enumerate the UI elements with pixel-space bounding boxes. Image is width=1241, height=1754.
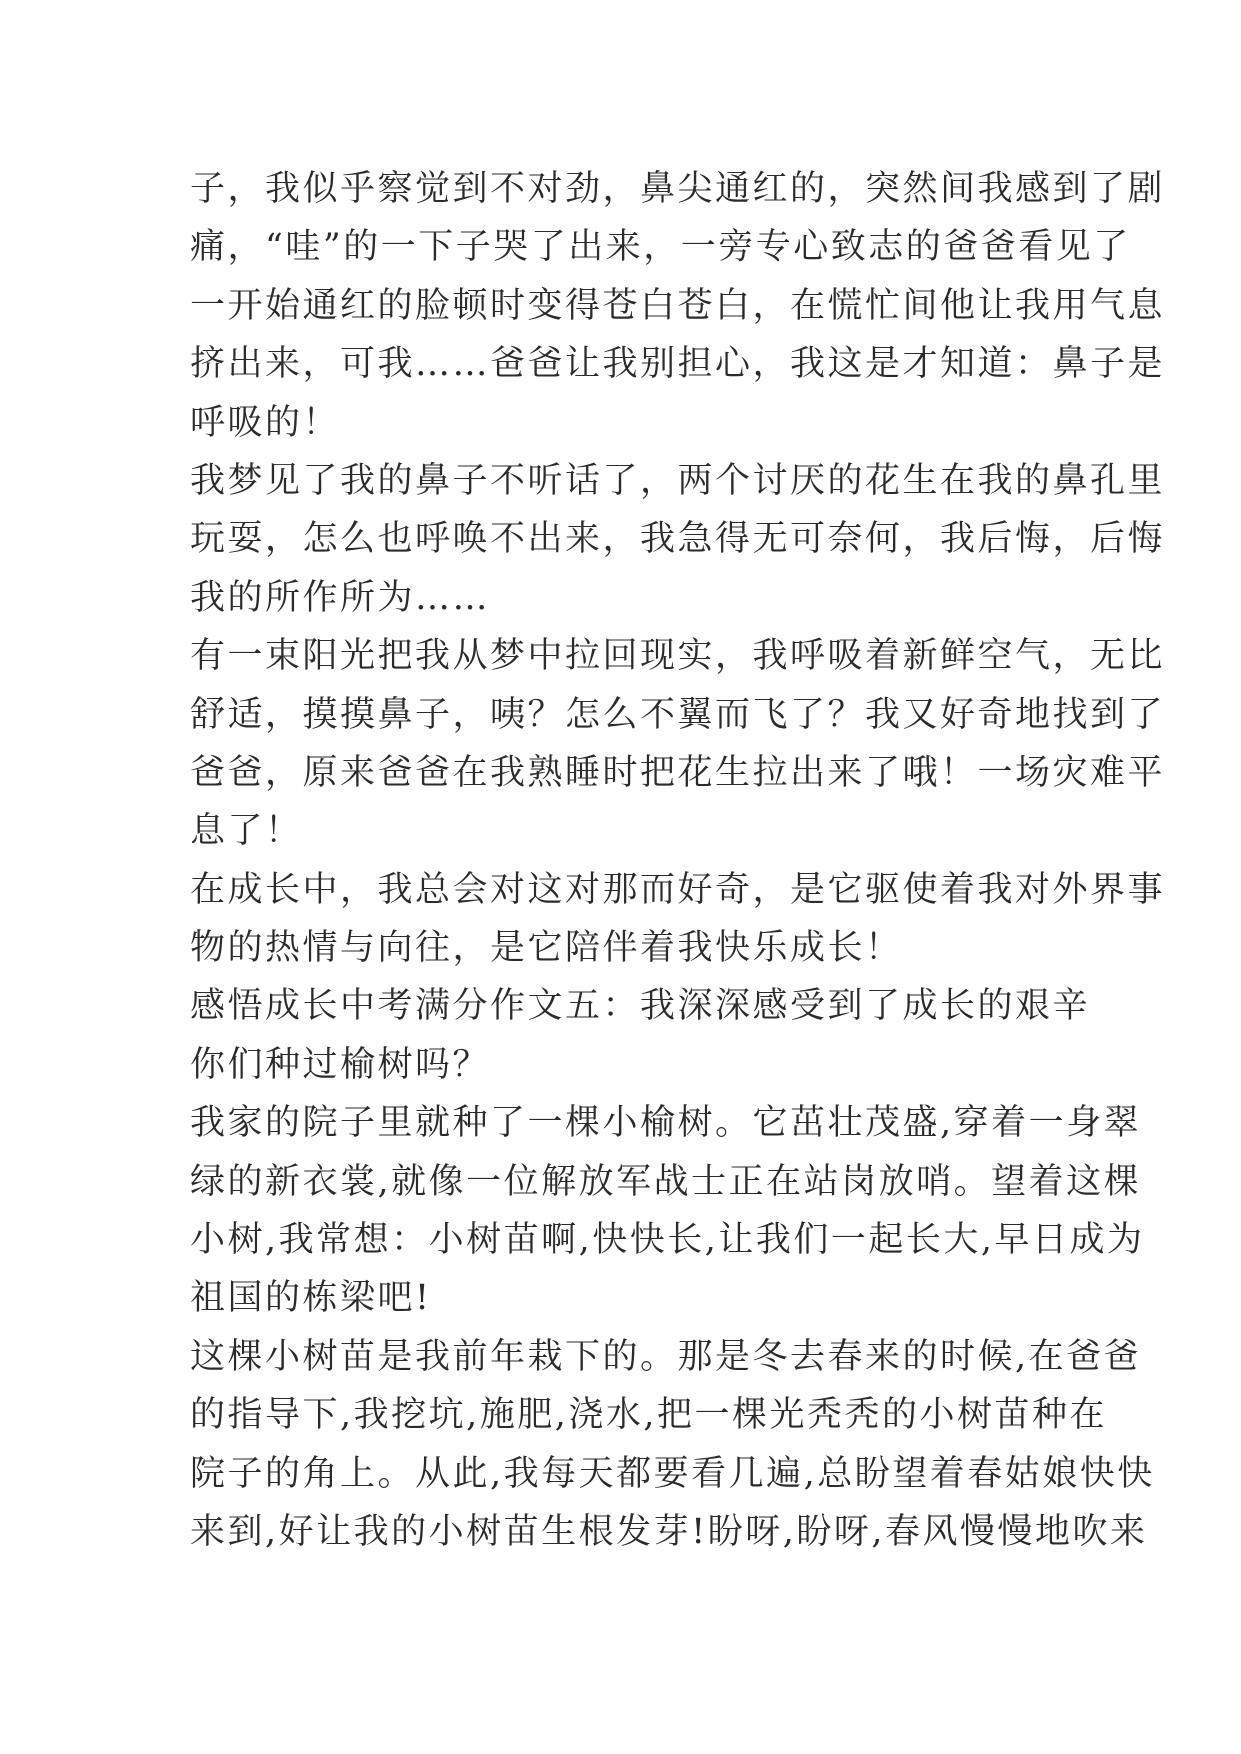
text-line: 我的所作所为……	[190, 577, 491, 618]
text-line: 绿的新衣裳,就像一位解放军战士正在站岗放哨。望着这棵	[190, 1161, 1142, 1202]
text-line: 在成长中，我总会对这对那而好奇，是它驱使着我对外界事	[190, 869, 1166, 910]
essay-text	[190, 160, 1166, 1561]
text-line: 院子的角上。从此,我每天都要看几遍,总盼望着春姑娘快快	[190, 1453, 1155, 1494]
text-line: 的指导下,我挖坑,施肥,浇水,把一棵光秃秃的小树苗种在	[190, 1395, 1108, 1436]
text-line: 玩耍，怎么也呼唤不出来，我急得无可奈何，我后悔，后悔	[190, 519, 1166, 560]
essay-heading: 感悟成长中考满分作文五：我深深感受到了成长的艰辛	[190, 986, 1091, 1027]
text-line: 物的热情与向往，是它陪伴着我快乐成长！	[190, 928, 903, 969]
text-line: 小树,我常想：小树苗啊,快快长,让我们一起长大,早日成为	[190, 1220, 1145, 1261]
text-line: 我梦见了我的鼻子不听话了，两个讨厌的花生在我的鼻孔里	[190, 460, 1166, 501]
text-line: 你们种过榆树吗？	[190, 1044, 491, 1085]
text-line: 这棵小树苗是我前年栽下的。那是冬去春来的时候,在爸爸	[190, 1336, 1142, 1377]
text-line: 呼吸的！	[190, 402, 341, 443]
text-line: 子，我似乎察觉到不对劲，鼻尖通红的，突然间我感到了剧	[190, 169, 1166, 209]
text-line: 舒适，摸摸鼻子，咦？怎么不翼而飞了？我又好奇地找到了	[190, 694, 1166, 735]
text-line: 痛，“哇”的一下子哭了出来，一旁专心致志的爸爸看见了	[190, 227, 1131, 268]
text-line: 有一束阳光把我从梦中拉回现实，我呼吸着新鲜空气，无比	[190, 636, 1166, 677]
text-line: 爸爸，原来爸爸在我熟睡时把花生拉出来了哦！一场灾难平	[190, 752, 1166, 793]
text-line: 来到,好让我的小树苗生根发芽!盼呀,盼呀,春风慢慢地吹来	[190, 1511, 1148, 1552]
text-line: 一开始通红的脸顿时变得苍白苍白，在慌忙间他让我用气息	[190, 285, 1166, 326]
text-line: 祖国的栋梁吧!	[190, 1278, 432, 1319]
text-line: 挤出来，可我……爸爸让我别担心，我这是才知道：鼻子是	[190, 344, 1166, 385]
text-line: 我家的院子里就种了一棵小榆树。它茁壮茂盛,穿着一身翠	[190, 1103, 1142, 1144]
text-line: 息了！	[190, 811, 303, 852]
